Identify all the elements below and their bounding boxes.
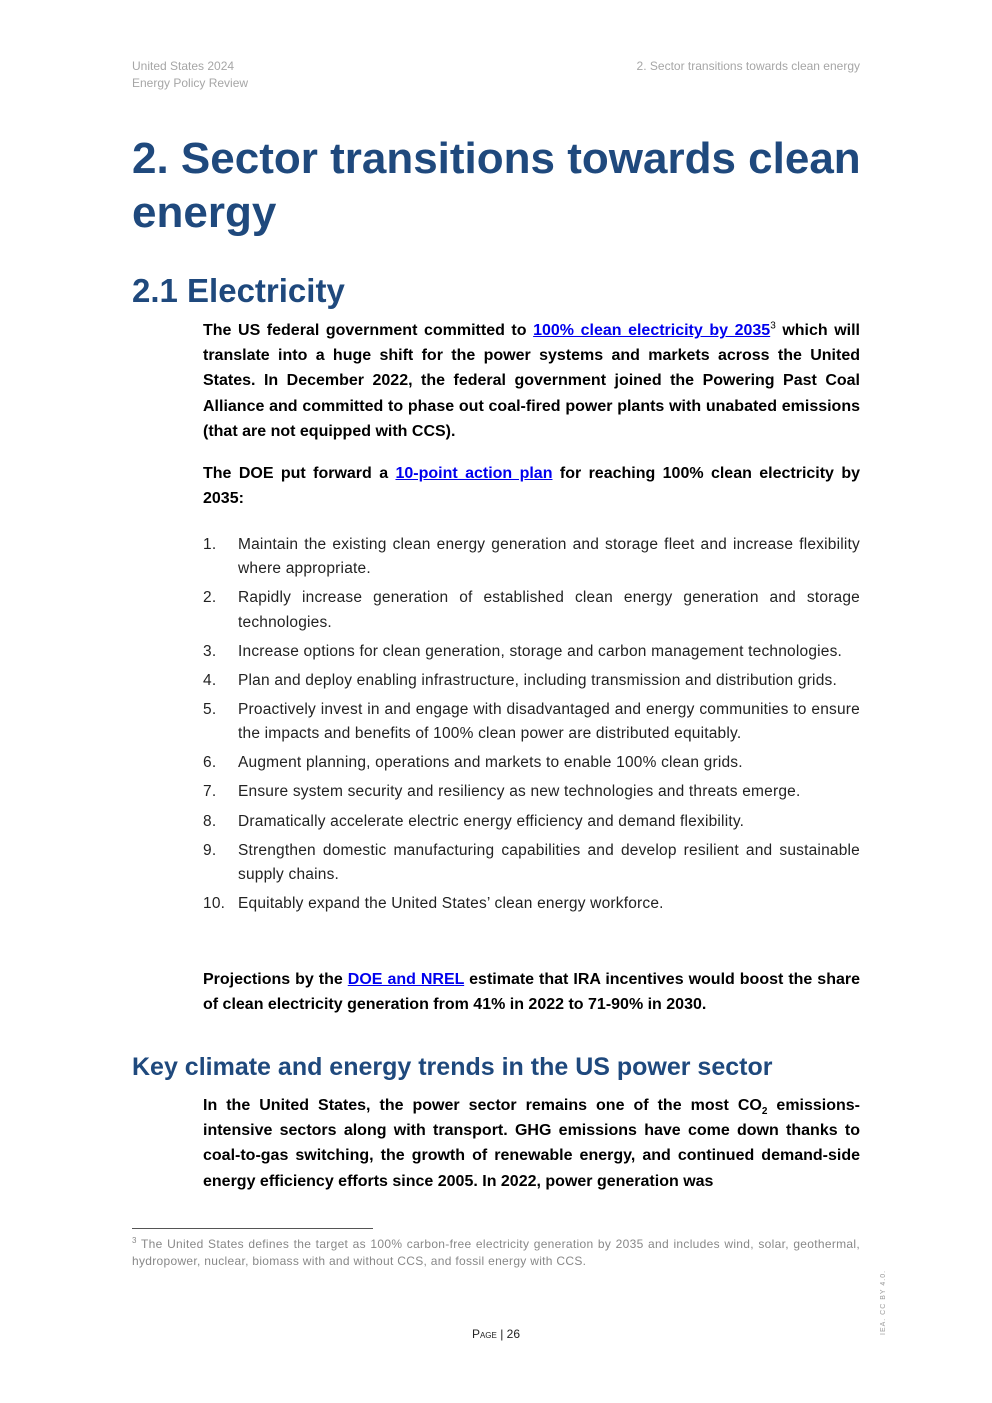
section-heading: 2.1 Electricity	[132, 272, 345, 309]
subscript: 2	[761, 1106, 768, 1118]
action-plan-item-text: Plan and deploy enabling infrastructure, including transmission and distribution grids.	[238, 671, 837, 689]
link-clean-electricity-2035[interactable]: 100% clean electricity by 2035	[533, 322, 771, 339]
page-label: Page	[471, 1327, 497, 1341]
action-plan-item-text: Proactively invest in and engage with disadvantaged and energy communities to ensure the impacts and benefits of 100% clean power are distributed equitably.	[238, 700, 860, 743]
page-number	[0, 1327, 992, 1341]
footnote-mark: 3	[132, 1236, 137, 1245]
footnote	[132, 1236, 860, 1269]
action-plan-item-number: 4.	[203, 671, 217, 689]
page-number-value: 26	[506, 1327, 521, 1341]
paragraph-clean-electricity-commitment	[203, 318, 860, 444]
paragraph-power-sector-emissions	[203, 1093, 860, 1194]
footnote-divider	[132, 1228, 373, 1229]
action-plan-item	[203, 586, 860, 635]
trends-heading: Key climate and energy trends in the US power sector	[132, 1053, 773, 1081]
text-segment: In the United States, the power sector remains one of the most CO	[203, 1097, 762, 1114]
action-plan-item	[203, 533, 860, 582]
text-segment: emissions-intensive sectors along with transport. GHG emissions have come down thanks to coal-to-gas switching, the growth of renewable energy, and continued demand-side energy efficiency efforts since 2005. In 2022, power generation was	[203, 1097, 860, 1190]
action-plan-item	[203, 640, 860, 664]
action-plan-item	[203, 669, 860, 693]
action-plan-item-number: 6.	[203, 754, 217, 772]
header-chapter-title: 2. Sector transitions towards clean energy	[636, 59, 860, 73]
action-plan-item-text: Augment planning, operations and markets to enable 100% clean grids.	[238, 754, 743, 772]
action-plan-item	[203, 839, 860, 888]
action-plan-item-text: Dramatically accelerate electric energy efficiency and demand flexibility.	[238, 812, 745, 830]
action-plan-item-text: Equitably expand the United States’ clean energy workforce.	[238, 895, 664, 913]
action-plan-item-text: Increase options for clean generation, storage and carbon management technologies.	[238, 642, 843, 660]
text-segment: estimate that IRA incentives would boost the share of clean electricity generation from 41% in 2022 to 71-90% in 2030.	[203, 971, 861, 1014]
text-segment: which will translate into a huge shift for the power systems and markets across the United States. In December 2022, the federal government joined the Powering Past Coal Alliance and committed to phase out coal-fired power plants with unabated emissions (that are not equipped with CCS).	[203, 322, 860, 440]
footnote-text: The United States defines the target as 100% carbon-free electricity generation by 2035 and includes wind, solar, geothermal, hydropower, nuclear, biomass with and without CCS, and fossil energy with CCS.	[132, 1237, 860, 1268]
action-plan-item-text: Maintain the existing clean energy generation and storage fleet and increase flexibility where appropriate.	[238, 536, 860, 578]
action-plan-item-number: 3.	[203, 642, 217, 660]
license-notice: IEA. CC BY 4.0.	[880, 1269, 887, 1335]
link-10-point-action-plan[interactable]: 10-point action plan	[395, 465, 553, 482]
text-segment: Projections by the	[203, 971, 348, 988]
action-plan-item-text: Strengthen domestic manufacturing capabilities and develop resilient and sustainable supply chains.	[238, 841, 860, 883]
header-report-title	[132, 58, 248, 92]
header-report-line2: Energy Policy Review	[132, 76, 249, 90]
footnote-reference: 3	[770, 320, 776, 332]
action-plan-item	[203, 780, 860, 804]
action-plan-item-number: 5.	[203, 700, 217, 718]
action-plan-item	[203, 892, 860, 916]
text-segment: for reaching 100% clean electricity by 2035:	[203, 465, 861, 508]
chapter-title: 2. Sector transitions towards clean energy	[132, 134, 861, 237]
header-report-line1: United States 2024	[132, 59, 235, 73]
action-plan-item	[203, 751, 860, 775]
action-plan-item-text: Ensure system security and resiliency as new technologies and threats emerge.	[238, 783, 801, 801]
action-plan-item-number: 8.	[203, 812, 217, 830]
action-plan-list	[203, 533, 860, 921]
page-separator: |	[496, 1327, 507, 1341]
paragraph-projections	[203, 967, 860, 1017]
action-plan-item-number: 1.	[203, 536, 217, 553]
paragraph-action-plan-intro	[203, 461, 860, 511]
action-plan-item-number: 10.	[203, 895, 226, 913]
action-plan-item	[203, 698, 860, 747]
text-segment: The US federal government committed to	[203, 322, 534, 339]
action-plan-item-number: 9.	[203, 841, 217, 859]
action-plan-item-number: 7.	[203, 783, 217, 801]
link-doe-and-nrel[interactable]: DOE and NREL	[347, 971, 465, 988]
action-plan-item	[203, 810, 860, 834]
text-segment: The DOE put forward a	[203, 465, 396, 482]
action-plan-item-number: 2.	[203, 589, 217, 607]
action-plan-item-text: Rapidly increase generation of established clean energy generation and storage technologies.	[238, 589, 860, 631]
